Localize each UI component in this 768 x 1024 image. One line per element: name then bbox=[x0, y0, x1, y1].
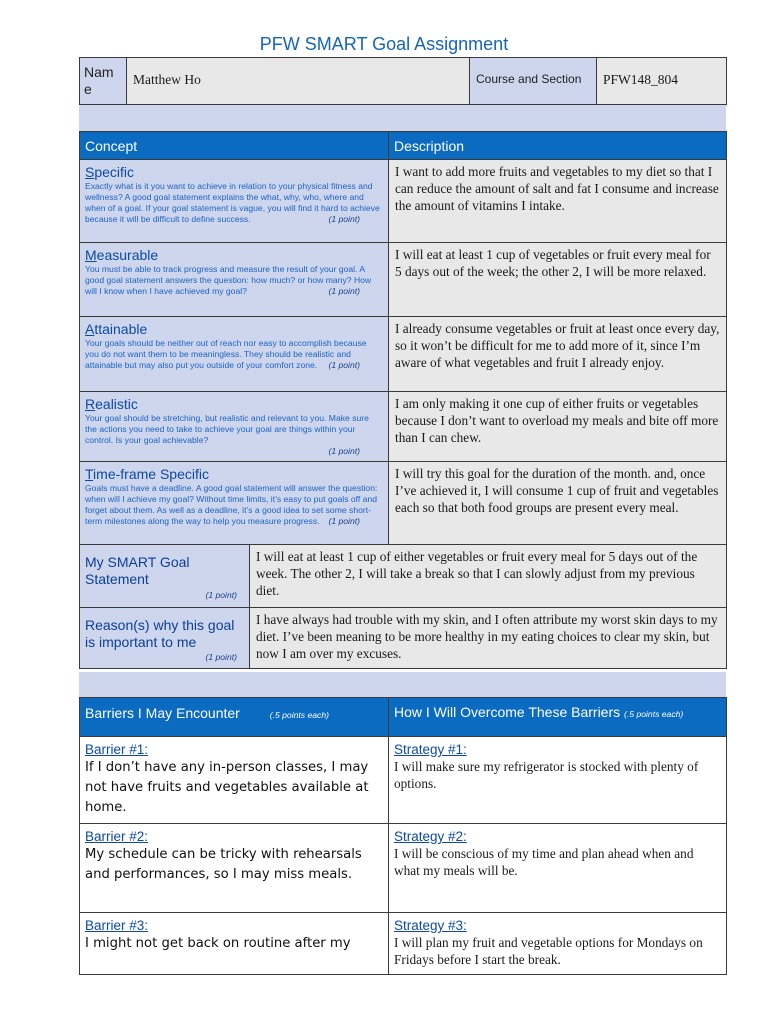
concept-help-specific: Exactly what is it you want to achieve in relation to your physical fitness and wellness? A good goal statement explains the what, why, who, where and when of a goal. If your goal statement is vague, you will find it hard to achieve because it will be difficult to define success. bbox=[85, 181, 380, 224]
smart-concept-table bbox=[79, 131, 727, 669]
page-title: PFW SMART Goal Assignment bbox=[259, 34, 509, 54]
concept-help-realistic: Your goal should be stretching, but realistic and relevant to you. Make sure the actions you need to take to achieve your goal are things within your control. Is your goal achievable? bbox=[85, 413, 369, 445]
answer-cell-specific[interactable] bbox=[389, 160, 727, 243]
barrier-2-label: Barrier #2: bbox=[85, 829, 149, 844]
barrier-1-label: Barrier #1: bbox=[85, 742, 149, 757]
concept-points-realistic: (1 point) bbox=[328, 446, 360, 456]
barrier-1-text[interactable]: If I don’t have any in-person classes, I may not have fruits and vegetables available at home. bbox=[85, 760, 369, 815]
spacer-band bbox=[79, 105, 726, 131]
course-value[interactable]: PFW148_804 bbox=[603, 72, 679, 87]
barrier-row-1 bbox=[80, 737, 727, 824]
answer-cell-realistic[interactable] bbox=[389, 392, 727, 462]
reasons-label: Reason(s) why this goal is important to me bbox=[85, 617, 235, 650]
spacer-band-2 bbox=[79, 672, 726, 697]
name-value[interactable]: Matthew Ho bbox=[133, 72, 201, 87]
course-value-cell[interactable] bbox=[597, 58, 727, 105]
name-label: Nam e bbox=[84, 64, 114, 97]
concept-points-attainable: (1 point) bbox=[328, 360, 360, 370]
answer-specific[interactable]: I want to add more fruits and vegetables to my diet so that I can reduce the amount of salt and fat I consume and increase the amount of vitamins I intake. bbox=[395, 164, 719, 213]
answer-timeframe[interactable]: I will try this goal for the duration of the month. and, once I’ve achieved it, I will consume 1 cup of fruit and vegetables each so that both food groups are present every meal. bbox=[395, 466, 719, 515]
smart-statement-points: (1 point) bbox=[205, 590, 237, 600]
strategy-1-label: Strategy #1: bbox=[394, 742, 467, 757]
concept-row-measurable bbox=[80, 243, 727, 317]
concept-name-attainable: Attainable bbox=[85, 321, 148, 337]
answer-measurable[interactable]: I will eat at least 1 cup of vegetables or fruit every meal for 5 days out of the week; the other 2, I will be more relaxed. bbox=[395, 247, 711, 279]
barriers-table bbox=[79, 697, 727, 975]
concept-header bbox=[80, 132, 389, 160]
barrier-3-label: Barrier #3: bbox=[85, 918, 149, 933]
barrier-row-3 bbox=[80, 913, 727, 975]
barriers-header bbox=[80, 698, 389, 737]
concept-points-timeframe: (1 point) bbox=[328, 516, 360, 526]
concept-row-specific bbox=[80, 160, 727, 243]
concept-help-measurable: You must be able to track progress and measure the result of your goal. A good goal statement answers the question: how much? or how many? How will I know when I have achieved my goal? bbox=[85, 264, 372, 296]
concept-points-specific: (1 point) bbox=[328, 214, 360, 224]
smart-statement-answer[interactable]: I will eat at least 1 cup of either vegetables or fruit every meal for 5 days out of the week. The other 2, I will take a break so that I can slowly adjust from my previous diet. bbox=[256, 549, 698, 598]
reasons-row bbox=[80, 608, 727, 669]
description-header-label: Description bbox=[394, 138, 465, 154]
barrier-3-text[interactable]: I might not get back on routine after my bbox=[85, 936, 351, 951]
strategies-header-points: (.5 points each) bbox=[624, 709, 684, 719]
concept-name-timeframe: Time-frame Specific bbox=[85, 466, 209, 482]
concept-row-timeframe bbox=[80, 462, 727, 545]
smart-statement-row bbox=[80, 545, 727, 608]
smart-statement-cell[interactable] bbox=[250, 545, 727, 608]
concept-help-attainable: Your goals should be neither out of reach nor easy to accomplish because you do not want them to be meaningless. They should be realistic and attainable but may also put you outside of your comfort zone. bbox=[85, 338, 367, 370]
reasons-cell[interactable] bbox=[250, 608, 727, 669]
name-value-cell[interactable] bbox=[127, 58, 470, 105]
answer-realistic[interactable]: I am only making it one cup of either fruits or vegetables because I don’t want to overload my meals and bite off more than I can chew. bbox=[395, 396, 719, 445]
student-info-table bbox=[79, 57, 727, 105]
course-label: Course and Section bbox=[476, 72, 582, 86]
concept-row-attainable bbox=[80, 317, 727, 392]
answer-attainable[interactable]: I already consume vegetables or fruit at least once every day, so it won’t be difficult for me to add more of it, since I’m aware of what vegetables and fruit I already enjoy. bbox=[395, 321, 720, 370]
concept-name-specific: Specific bbox=[85, 164, 135, 180]
strategy-3-text[interactable]: I will plan my fruit and vegetable options for Mondays on Fridays before I start the break. bbox=[394, 935, 703, 967]
strategies-header bbox=[389, 698, 727, 737]
concept-name-measurable: Measurable bbox=[85, 247, 159, 263]
description-header bbox=[389, 132, 727, 160]
reasons-answer[interactable]: I have always had trouble with my skin, and I often attribute my worst skin days to my diet. I’ve been meaning to be more healthy in my eating choices to clear my skin, but now I am over my excuses. bbox=[256, 612, 718, 661]
concept-points-measurable: (1 point) bbox=[328, 286, 360, 296]
answer-cell-measurable[interactable] bbox=[389, 243, 727, 317]
strategies-header-label: How I Will Overcome These Barriers bbox=[394, 704, 621, 720]
answer-cell-timeframe[interactable] bbox=[389, 462, 727, 545]
barrier-row-2 bbox=[80, 824, 727, 913]
concept-name-realistic: Realistic bbox=[85, 396, 138, 412]
concept-header-label: Concept bbox=[85, 138, 138, 154]
course-label-cell bbox=[470, 58, 597, 105]
barrier-2-text[interactable]: My schedule can be tricky with rehearsals and performances, so I may miss meals. bbox=[85, 847, 362, 882]
strategy-2-text[interactable]: I will be conscious of my time and plan ahead when and what my meals will be. bbox=[394, 846, 694, 878]
name-label-cell bbox=[80, 58, 127, 105]
concept-help-timeframe: Goals must have a deadline. A good goal statement will answer the question: when will I achieve my goal? Without time limits, it’s easy to put goals off and forget about them. As well as a deadline, it’s a good idea to set some short-term milestones along the way to help you measure progress. bbox=[85, 483, 378, 526]
concept-row-realistic bbox=[80, 392, 727, 462]
reasons-points: (1 point) bbox=[205, 652, 237, 662]
smart-statement-label: My SMART Goal Statement bbox=[85, 554, 190, 587]
strategy-2-label: Strategy #2: bbox=[394, 829, 467, 844]
barriers-header-points: (.5 points each) bbox=[269, 710, 329, 720]
barriers-header-label: Barriers I May Encounter bbox=[85, 705, 240, 721]
strategy-1-text[interactable]: I will make sure my refrigerator is stocked with plenty of options. bbox=[394, 759, 699, 791]
answer-cell-attainable[interactable] bbox=[389, 317, 727, 392]
strategy-3-label: Strategy #3: bbox=[394, 918, 467, 933]
